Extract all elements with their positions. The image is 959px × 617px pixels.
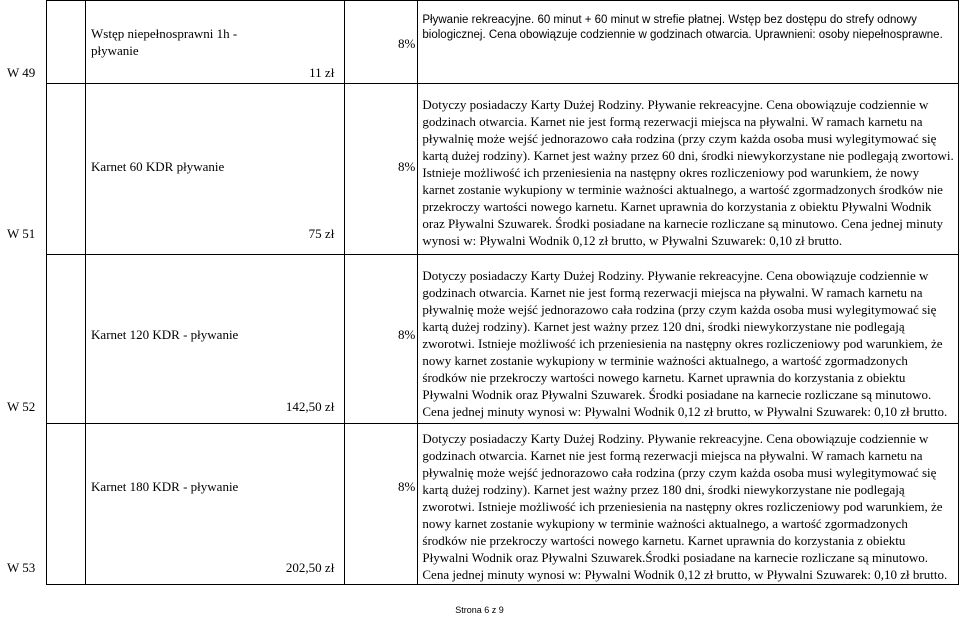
vat-cell	[345, 255, 418, 424]
description-cell	[418, 84, 959, 255]
vat-rate: 8%	[398, 479, 416, 494]
service-name: Karnet 120 KDR - pływanie	[91, 327, 239, 342]
service-name: Karnet 180 KDR - pływanie	[91, 479, 239, 494]
service-description: Pływanie rekreacyjne. 60 minut + 60 minut w strefie płatnej. Wstęp bez dostępu do strefy odnowy biologicznej. Cena obowiązuje codziennie w godzinach otwarcia. Uprawnieni: osoby niepełnosprawne.	[422, 14, 943, 41]
vat-cell	[345, 424, 418, 585]
vat-rate: 8%	[398, 159, 416, 174]
service-name: Karnet 60 KDR pływanie	[91, 159, 225, 174]
table-row	[47, 255, 959, 424]
description-cell	[418, 1, 959, 84]
service-description: Dotyczy posiadaczy Karty Dużej Rodziny. Pływanie rekreacyjne. Cena obowiązuje codziennie w godzinach otwarcia. Karnet nie jest formą rezerwacji miejsca na pływalni. W ramach karnetu na pływalnię może wejść jednorazowo cała rodzina (przy czym każda osoba musi wylegitymować się kartą dużej rodziny). Karnet jest ważny przez 180 dni, środki niewykorzystane nie podlegają zworotwi. Istnieje możliwość ich przeniesienia na następny okres rozliczeniowy pod warunkiem, że nowy karnet zostanie wykupiony w terminie ważności aktualnego, a wartość zgormadzonych środków nie przekroczy wartości nowego karnetu. Karnet uprawnia do korzystania z obiektu Pływalni Wodnik oraz Pływalni Szuwarek.Środki posiadane na karnecie rozliczane są minutowo. Cena jednej minuty wynosi w: Pływalni Wodnik 0,12 zł brutto, w Pływalni Szuwarek: 0,10 zł brutto.	[422, 431, 948, 582]
service-code: W 52	[7, 399, 36, 414]
service-price: 202,50 zł	[285, 560, 335, 575]
vat-rate: 8%	[398, 327, 416, 342]
code-cell	[7, 424, 86, 585]
service-description: Dotyczy posiadaczy Karty Dużej Rodziny. Pływanie rekreacyjne. Cena obowiązuje codziennie w godzinach otwarcia. Karnet nie jest formą rezerwacji miejsca na pływalni. W ramach karnetu na pływalnię może wejść jednorazowo cała rodzina (przy czym każda osoba musi wylegitymować się kartą dużej rodziny). Karnet jest ważny przez 120 dni, środki niewykorzystane nie podlegają zworotwi. Istnieje możliwość ich przeniesienia na następny okres rozliczeniowy pod warunkiem, że nowy karnet zostanie wykupiony w terminie ważności aktualnego, a wartość zgormadzonych środków nie przekroczy wartości nowego karnetu. Karnet uprawnia do korzystania z obiektu Pływalni Wodnik oraz Pływalni Szuwarek. Środki posiadane na karnecie rozliczane są minutowo. Cena jednej minuty wynosi w: Pływalni Wodnik 0,12 zł brutto, w Pływalni Szuwarek: 0,10 zł brutto.	[422, 268, 948, 419]
name-cell	[86, 255, 345, 424]
service-code: W 53	[7, 560, 36, 575]
service-code: W 49	[7, 65, 36, 80]
code-cell	[7, 255, 86, 424]
code-cell	[7, 84, 86, 255]
description-cell	[418, 255, 959, 424]
page-number-footer: Strona 6 z 9	[455, 605, 504, 615]
table-row	[47, 424, 959, 585]
service-code: W 51	[7, 226, 36, 241]
table-row	[47, 84, 959, 255]
table-row	[47, 1, 959, 84]
service-name: Wstęp niepełnosprawni 1h - pływanie	[91, 26, 238, 58]
service-price: 11 zł	[309, 65, 335, 80]
name-cell	[86, 84, 345, 255]
service-description: Dotyczy posiadaczy Karty Dużej Rodziny. Pływanie rekreacyjne. Cena obowiązuje codziennie w godzinach otwarcia. Karnet nie jest formą rezerwacji miejsca na pływalni. W ramach karnetu na pływalnię może wejść jednorazowo cała rodzina (przy czym każda osoba musi wylegitymować się kartą dużej rodziny). Karnet jest ważny przez 60 dni, środki niewykorzystane nie podlegają zwortowi. Istnieje możliwość ich przeniesienia na następny okres rozliczeniowy pod warunkiem, że nowy karnet zostanie wykupiony w terminie ważności aktualnego, a wartość zgormadzonych środków nie przekroczy wartości nowego karnetu. Karnet uprawnia do korzystania z obiektu Pływalni Wodnik oraz Pływalni Szuwarek. Środki posiadane na karnecie rozliczane są minutowo. Cena jednej minuty wynosi w: Pływalni Wodnik 0,12 zł brutto, w Pływalni Szuwarek: 0,10 zł brutto.	[422, 97, 954, 248]
description-cell	[418, 424, 959, 585]
vat-cell	[345, 1, 418, 84]
name-cell	[86, 424, 345, 585]
price-list-table	[7, 0, 959, 585]
vat-rate: 8%	[398, 36, 416, 51]
name-cell	[86, 1, 345, 84]
service-price: 142,50 zł	[285, 399, 335, 414]
vat-cell	[345, 84, 418, 255]
service-price: 75 zł	[308, 226, 335, 241]
code-cell	[7, 1, 86, 84]
